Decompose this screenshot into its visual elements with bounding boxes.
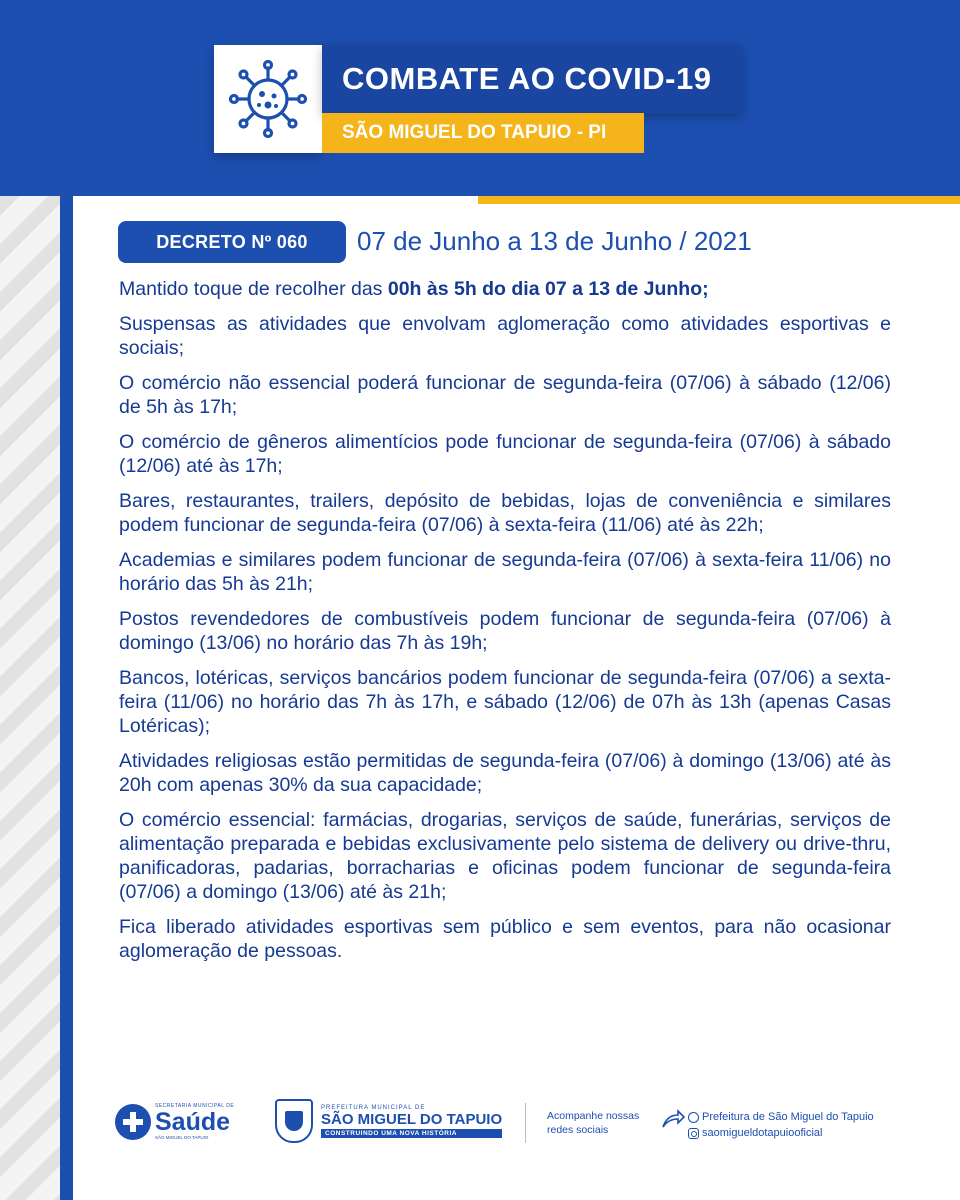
decree-dates: 07 de Junho a 13 de Junho / 2021 [357,226,752,256]
decree-items [119,277,891,974]
follow-text [547,1109,639,1137]
list-item: Atividades religiosas estão permitidas de segunda-feira (07/06) à domingo (13/06) até às 20h com apenas 30% da sua capacidade; [119,750,891,796]
item-bold-text: 00h às 5h do dia 07 a 13 de Junho; [387,278,709,300]
title-banner [322,45,742,113]
instagram-handle: saomigueldotapuiooficial [702,1127,823,1139]
left-accent-bar [60,196,73,1200]
page-title: COMBATE AO COVID-19 [342,61,712,96]
medical-cross-icon [115,1104,151,1140]
prefeitura-caption: PREFEITURA MUNICIPAL DE [321,1104,426,1111]
list-item: O comércio não essencial poderá funcionar de segunda-feira (07/06) à sábado (12/06) de 5h às 17h; [119,372,891,418]
facebook-link[interactable] [688,1109,874,1125]
item-text: Mantido toque de recolher das [119,278,388,300]
facebook-handle: Prefeitura de São Miguel do Tapuio [702,1111,874,1123]
list-item: Suspensas as atividades que envolvam aglomeração como atividades esportivas e sociais; [119,313,891,359]
list-item: Bancos, lotéricas, serviços bancários podem funcionar de segunda-feira (07/06) a sexta-feira (11/06) no horário das 7h às 17h, e sábado (12/06) de 07h às 13h (apenas Casas Lotéricas); [119,667,891,737]
page-subtitle: SÃO MIGUEL DO TAPUIO - PI [342,122,607,143]
list-item: Postos revendedores de combustíveis podem funcionar de segunda-feira (07/06) à domingo (13/06) no horário das 7h às 19h; [119,608,891,654]
footer [115,1095,915,1155]
list-item: O comércio essencial: farmácias, drogarias, serviços de saúde, funerárias, serviços de alimentação preparada e bebidas exclusivamente pelo sistema de delivery ou drive-thru, panificadoras, padarias, borracharias e oficinas podem funcionar de segunda-feira (07/06) a domingo (13/06) até às 21h; [119,809,891,903]
follow-line-1: Acompanhe nossas [547,1110,640,1122]
panel-top-edge [73,196,478,204]
follow-line-2: redes sociais [547,1124,609,1136]
social-links [688,1109,874,1141]
prefeitura-wordmark: SÃO MIGUEL DO TAPUIO [321,1110,503,1128]
list-item: Academias e similares podem funcionar de segunda-feira (07/06) à sexta-feira 11/06) no horário das 5h às 21h; [119,549,891,595]
decorative-stripes [0,196,60,1200]
virus-icon [228,59,308,139]
city-crest-icon [275,1099,313,1143]
saude-caption: SECRETARIA MUNICIPAL DE [155,1103,235,1109]
list-item: O comércio de gêneros alimentícios pode funcionar de segunda-feira (07/06) à sábado (12/06) até às 17h; [119,431,891,477]
virus-logo [214,45,322,153]
list-item: Fica liberado atividades esportivas sem público e sem eventos, para não ocasionar aglomeração de pessoas. [119,916,891,962]
yellow-accent-line [478,196,960,204]
share-arrow-icon [660,1109,686,1131]
facebook-icon [688,1112,699,1123]
prefeitura-slogan: CONSTRUINDO UMA NOVA HISTÓRIA [321,1129,502,1138]
saude-logo [115,1103,234,1140]
instagram-icon [688,1128,699,1139]
decree-badge [118,221,346,263]
list-item [119,277,891,301]
saude-subcaption: SÃO MIGUEL DO TAPUIO [155,1135,209,1140]
instagram-link[interactable] [688,1125,874,1141]
subtitle-banner [322,113,644,153]
decree-label: DECRETO Nº 060 [156,231,308,252]
saude-wordmark: Saúde [155,1108,231,1136]
list-item: Bares, restaurantes, trailers, depósito de bebidas, lojas de conveniência e similares podem funcionar de segunda-feira (07/06) à sexta-feira (11/06) até às 22h; [119,490,891,536]
prefeitura-logo [275,1099,502,1143]
footer-divider [525,1103,526,1143]
